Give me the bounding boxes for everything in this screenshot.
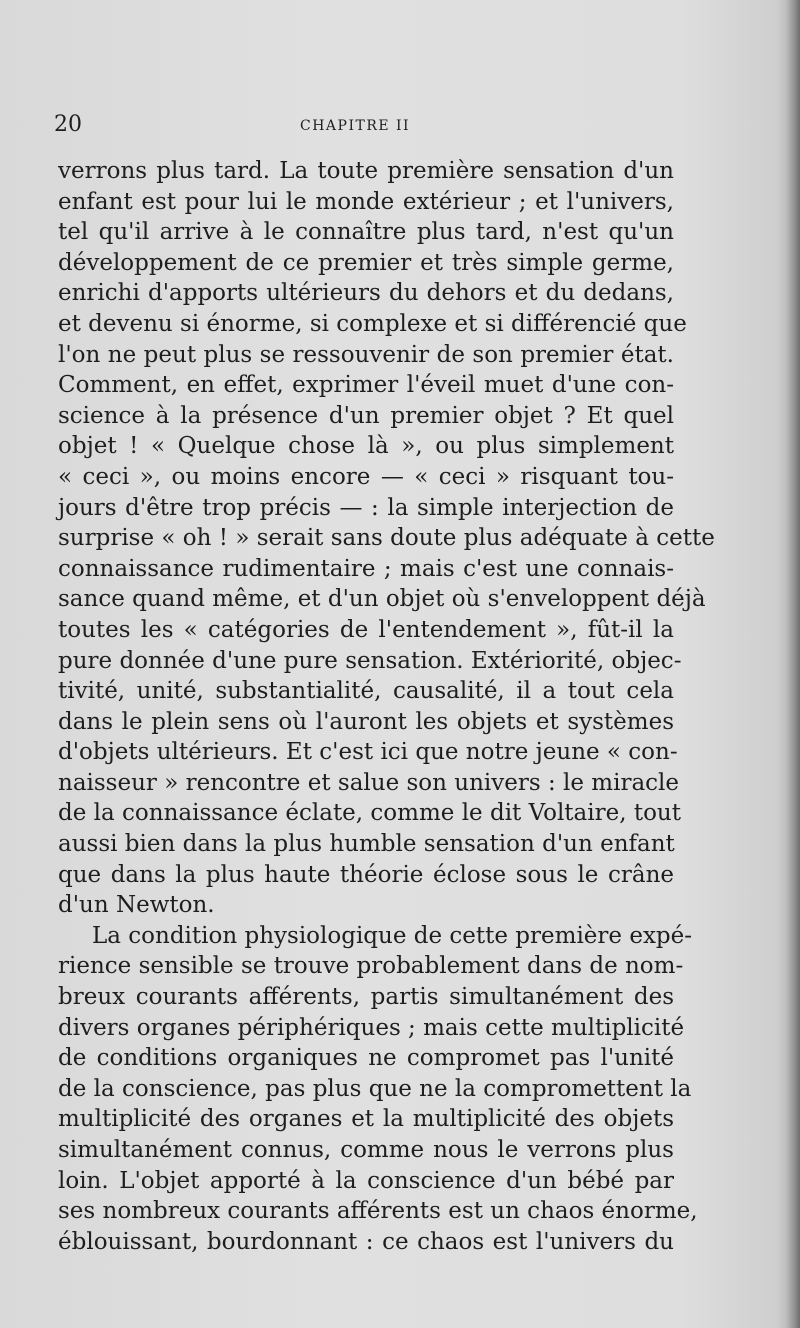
text-line: divers organes périphériques ; mais cette multiplicité	[58, 1014, 685, 1041]
text-line: simultanément connus, comme nous le verrons plus	[58, 1137, 674, 1163]
text-line: multiplicité des organes et la multiplicité des objets	[58, 1106, 674, 1133]
text-line: ses nombreux courants afférents est un chaos énorme,	[58, 1198, 698, 1225]
text-line: tel qu'il arrive à le connaître plus tard, n'est qu'un	[58, 219, 674, 246]
text-line: naisseur » rencontre et salue son univers : le miracle	[58, 769, 680, 796]
text-line: science à la présence d'un premier objet ? Et quel	[58, 402, 674, 429]
text-line: d'objets ultérieurs. Et c'est ici que notre jeune « con-	[58, 739, 678, 766]
text-line: que dans la plus haute théorie éclose sous le crâne	[58, 861, 674, 888]
text-line: éblouissant, bourdonnant : ce chaos est l'univers du	[58, 1228, 674, 1255]
text-line: enrichi d'apports ultérieurs du dehors et du dedans,	[58, 280, 674, 307]
text-line: objet ! « Quelque chose là », ou plus simplement	[58, 433, 674, 460]
page-number: 20	[54, 112, 82, 137]
text-line: et devenu si énorme, si complexe et si différencié que	[58, 310, 687, 337]
text-line: breux courants afférents, partis simultanément des	[58, 984, 674, 1011]
body-text	[58, 156, 715, 1257]
text-line: de la connaissance éclate, comme le dit Voltaire, tout	[58, 800, 681, 827]
text-line-paragraph-start: La condition physiologique de cette première expé-	[92, 922, 693, 949]
text-line-paragraph-end: d'un Newton.	[58, 892, 215, 919]
page-edge-shadow	[786, 0, 800, 1328]
text-line: verrons plus tard. La toute première sensation d'un	[58, 158, 674, 184]
running-head: CHAPITRE II	[300, 118, 411, 134]
text-line: Comment, en effet, exprimer l'éveil muet d'une con-	[58, 372, 674, 399]
text-line: tivité, unité, substantialité, causalité, il a tout cela	[58, 678, 674, 705]
text-line: sance quand même, et d'un objet où s'enveloppent déjà	[58, 586, 706, 613]
text-line: enfant est pour lui le monde extérieur ; et l'univers,	[58, 188, 674, 215]
text-line: développement de ce premier et très simple germe,	[58, 249, 674, 276]
text-line: pure donnée d'une pure sensation. Extériorité, objec-	[58, 647, 682, 674]
text-line: loin. L'objet apporté à la conscience d'un bébé par	[58, 1167, 674, 1194]
text-line: rience sensible se trouve probablement dans de nom-	[58, 953, 684, 980]
text-line: « ceci », ou moins encore — « ceci » risquant tou-	[58, 463, 674, 490]
page-header	[54, 112, 674, 142]
text-line: jours d'être trop précis — : la simple interjection de	[58, 494, 674, 521]
text-line: de la conscience, pas plus que ne la compromettent la	[58, 1075, 692, 1102]
text-line: surprise « oh ! » serait sans doute plus adéquate à cette	[58, 525, 715, 552]
text-line: connaissance rudimentaire ; mais c'est une connais-	[58, 555, 674, 582]
text-line: aussi bien dans la plus humble sensation d'un enfant	[58, 831, 675, 858]
text-line: l'on ne peut plus se ressouvenir de son premier état.	[58, 341, 674, 368]
text-line: dans le plein sens où l'auront les objets et systèmes	[58, 708, 674, 735]
text-line: toutes les « catégories de l'entendement », fût-il la	[58, 616, 674, 643]
text-line: de conditions organiques ne compromet pas l'unité	[58, 1045, 674, 1072]
